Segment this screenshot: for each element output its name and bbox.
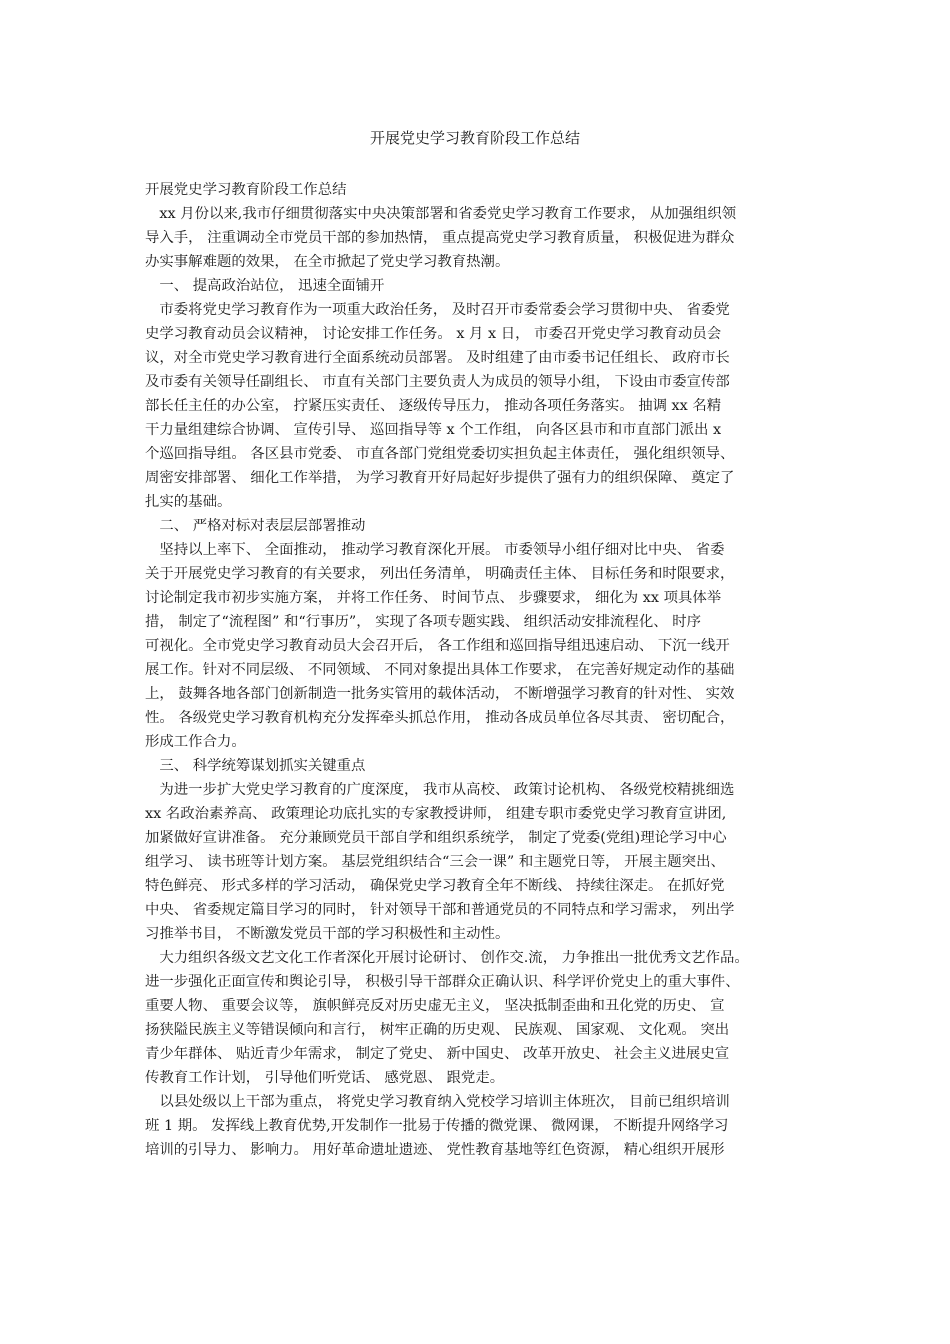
text-line: 扎实的基础。 [145,494,232,510]
text-line: 坚持以上率下、 全面推动， 推动学习教育深化开展。 市委领导小组仔细对比中央、 省委 [159,542,725,558]
body-paragraph [145,538,815,754]
text-line: 性。 各级党史学习教育机构充分发挥牵头抓总作用， 推动各成员单位各尽其责、 密切配合， [145,710,735,726]
text-line: 史学习教育动员会议精神， 讨论安排工作任务。 x 月 x 日， 市委召开党史学习教育动员会 [145,326,722,342]
body-paragraph [145,298,815,514]
text-line: 议，对全市党史学习教育进行全面系统动员部署。 及时组建了由市委书记任组长、 政府市长 [145,350,730,366]
text-line: 班 1 期。 发挥线上教育优势,开发制作一批易于传播的微党课、 微网课， 不断提升网络学习 [145,1118,729,1134]
text-line: 组学习、 读书班等计划方案。 基层党组织结合“三会一课” 和主题党日等， 开展主题突出、 [145,854,725,870]
text-line: 二、 严格对标对表层层部署推动 [159,518,366,534]
text-line: xx 月份以来,我市仔细贯彻落实中央决策部署和省委党史学习教育工作要求， 从加强组织领 [159,206,737,222]
text-line: 部长任主任的办公室， 拧紧压实责任、 逐级传导压力， 推动各项任务落实。 抽调 xx 名精 [145,398,722,414]
text-line: 上， 鼓舞各地各部门创新制造一批务实管用的载体活动， 不断增强学习教育的针对性、 实效 [145,686,735,702]
body-paragraph [145,1090,815,1162]
text-line: 关于开展党史学习教育的有关要求， 列出任务清单， 明确责任主体、 目标任务和时限要求， [145,566,735,582]
text-line: 可视化。全市党史学习教育动员大会召开后， 各工作组和巡回指导组迅速启动、 下沉一线开 [145,638,730,654]
text-line: 形成工作合力。 [145,734,246,750]
text-line: 为进一步扩大党史学习教育的广度深度， 我市从高校、 政策讨论机构、 各级党校精挑细选 [159,782,735,798]
text-line: 传教育工作计划， 引导他们听党话、 感党恩、 跟党走。 [145,1070,505,1086]
text-line: 一、 提高政治站位， 迅速全面铺开 [159,278,385,294]
text-line: 进一步强化正面宣传和舆论引导， 积极引导干部群众正确认识、科学评价党史上的重大事件、 [145,974,740,990]
text-line: 展工作。针对不同层级、 不同领域、 不同对象提出具体工作要求， 在完善好规定动作的基础 [145,662,735,678]
text-line: 讨论制定我市初步实施方案， 并将工作任务、 时间节点、 步骤要求， 细化为 xx 项具体举 [145,590,722,606]
text-line: 中央、 省委规定篇目学习的同时， 针对领导干部和普通党员的不同特点和学习需求， 列出学 [145,902,735,918]
section-heading [145,274,815,298]
body-paragraph [145,202,815,274]
text-line: 措， 制定了“流程图” 和“行事历”， 实现了各项专题实践、 组织活动安排流程化、 时序 [145,614,701,630]
text-line: 干力量组建综合协调、 宣传引导、 巡回指导等 x 个工作组， 向各区县市和市直部门派出 x [145,422,722,438]
text-line: 周密安排部署、 细化工作举措， 为学习教育开好局起好步提供了强有力的组织保障、 奠定了 [145,470,735,486]
text-line: 大力组织各级文艺文化工作者深化开展讨论研讨、 创作交.流， 力争推出一批优秀文艺作品。 [159,950,749,966]
document-title: 开展党史学习教育阶段工作总结 [369,129,580,147]
text-line: 办实事解难题的效果， 在全市掀起了党史学习教育热潮。 [145,254,510,270]
section-heading [145,754,815,778]
text-line: 以县处级以上干部为重点， 将党史学习教育纳入党校学习培训主体班次， 目前已组织培训 [159,1094,730,1110]
text-line: 加紧做好宣讲准备。 充分兼顾党员干部自学和组织系统学， 制定了党委(党组)理论学习中心 [145,830,727,846]
section-heading [145,514,815,538]
body-paragraph [145,778,815,946]
text-line: 青少年群体、 贴近青少年需求， 制定了党史、 新中国史、 改革开放史、 社会主义进展史宣 [145,1046,730,1062]
document-subtitle: 开展党史学习教育阶段工作总结 [145,182,347,198]
text-line: 导入手， 注重调动全市党员干部的参加热情， 重点提高党史学习教育质量， 积极促进为群众 [145,230,735,246]
body-paragraph [145,946,815,1090]
text-line: 市委将党史学习教育作为一项重大政治任务， 及时召开市委常委会学习贯彻中央、 省委党 [159,302,730,318]
text-line: 特色鲜亮、 形式多样的学习活动， 确保党史学习教育全年不断线、 持续往深走。 在抓好党 [145,878,725,894]
text-line: 培训的引导力、 影响力。 用好革命遗址遗迹、 党性教育基地等红色资源， 精心组织开展形 [145,1142,725,1158]
text-line: 个巡回指导组。 各区县市党委、 市直各部门党组党委切实担负起主体责任， 强化组织领导、 [145,446,735,462]
paragraph-list [145,202,815,1162]
text-line: 三、 科学统筹谋划抓实关键重点 [159,758,366,774]
text-line: 扬狭隘民族主义等错误倾向和言行， 树牢正确的历史观、 民族观、 国家观、 文化观。 突出 [145,1022,730,1038]
text-line: 及市委有关领导任副组长、 市直有关部门主要负责人为成员的领导小组， 下设由市委宣传部 [145,374,730,390]
text-line: 重要人物、 重要会议等， 旗帜鲜亮反对历史虚无主义， 坚决抵制歪曲和丑化党的历史、 宣 [145,998,725,1014]
text-line: 习推举书目， 不断激发党员干部的学习积极性和主动性。 [145,926,510,942]
text-line: xx 名政治素养高、 政策理论功底扎实的专家教授讲师， 组建专职市委党史学习教育宣讲团, [145,806,727,822]
document-body [145,178,815,1162]
